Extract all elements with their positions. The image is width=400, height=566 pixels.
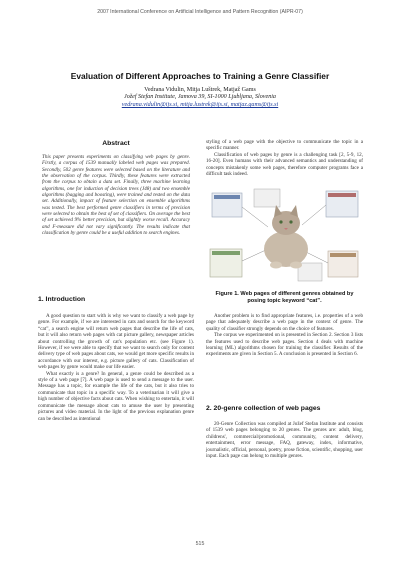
paragraph: 20-Genre Collection was compiled at Jožef Stefan Institute and consists of 1539 web pages belonging to 20 genres. The genres are: adult, blog, childrens', commercial/promotional, community, content delivery, entertainment, error message, FAQ, gateway, index, informative, journalistic, official, personal, poetry, prose fiction, scientific, shopping, user input. Each page can belong to multiple genres. (206, 421, 363, 460)
abstract-heading: Abstract (102, 140, 130, 147)
abstract-section (38, 140, 194, 236)
paragraph: The corpus we experimented on is presented in Section 2. Section 3 lists the features used to describe web pages. Section 4 deals with machine learning (ML) algorithms chosen for training the classifier. Results of the experiments are given in Section 5. A conclusion is presented in Section 6. (206, 332, 363, 358)
conference-header: 2007 International Conference on Artificial Intelligence and Pattern Recognition (AIPR-07) (97, 9, 303, 15)
paragraph: Another problem is to find appropriate features, i.e. properties of a web page that adequately describe a web page in the context of genre. The quality of classifier strongly depends on the choice of features. (206, 313, 363, 332)
affiliation: Jožef Stefan Institute, Jamova 39, SI-1000 Ljubljana, Slovenia (124, 94, 276, 101)
page-number: 515 (195, 541, 205, 547)
author-block (20, 87, 380, 109)
author-emails[interactable]: vedrana.vidulin@ijs.si, mitja.lustrek@ijs.si, matjaz.gams@ijs.si (121, 101, 279, 108)
section-heading-genre-collection: 2. 20-genre collection of web pages (206, 405, 321, 412)
paragraph: A good question to start with is why we want to classify a web page by genre. For example, if we are interested in cats and search for the keyword “cat”, a search engine will return web pages that describe the life of cats, but it will also return web pages with cat picture gallery, newspaper articles about controlling the growth of cat's population etc. (see Figure 1). However, if we were able to specify that we want to search only for content delivery type of web pages about cats, we would get more specific results in accordance with our interest, e.g. picture gallery of cats. Classification of web pages by genre would make our life easier. (38, 313, 194, 371)
paragraph: styling of a web page with the objective to communicate the topic in a specific manner. (206, 139, 363, 152)
figure-caption: Figure 1. Web pages of different genres obtained by posing topic keyword “cat”. (215, 291, 354, 304)
author-names: Vedrana Vidulin, Mitja Luštrek, Matjaž Gams (144, 87, 256, 93)
right-column-middle (206, 313, 363, 358)
paragraph: Classification of web pages by genre is a challenging task [2, 5-9, 12, 16-20]. Even humans with their advanced semantics and understanding of concepts mistakenly some web pages, therefore computer programs face a difficult task indeed. (206, 151, 363, 178)
cat-icon (264, 205, 308, 269)
section-2-body (206, 421, 363, 459)
paragraph: What exactly is a genre? In general, a genre could be described as a style of a web page [7]. A web page is used to send a message to the user. Message has a topic, for example the life of the cats, but it also tries to communicate that topic in a specific way. To a veterinarian it will give a high number of objective facts about cats. When wishing to entertain, it will communicate the message about cats to amuse the user by presenting pictures and video material. In the light of the previous explanation genre can be described as intentional (38, 370, 194, 422)
right-column-top (206, 139, 363, 177)
section-heading-introduction: 1. Introduction (38, 296, 86, 303)
figure-1-image (206, 187, 363, 284)
introduction-body (38, 313, 194, 422)
paper-title: Evaluation of Different Approaches to Training a Genre Classifier (70, 71, 330, 81)
abstract-text: This paper presents experiments on classifying web pages by genre. Firstly, a corpus of 1539 manually labeled web pages was prepared. Secondly, 502 genre features were selected based on the literature and the observation of the corpus. Thirdly, these features were extracted from the corpus to obtain a data set. Finally, three machine learning algorithms, one for induction of decision trees (J48) and two ensemble algorithms (bagging and boosting), were trained and tested on the data set. Additionally, impact of feature selection on ensemble algorithms was tested. The best performed genre classifiers in terms of precision were selected to obtain the best of set of classifiers. On average the best of set achieved 9% better precision, but slightly worse recall. Accuracy and F-measure did not vary significantly. The results indicate that classification by genre could be a useful addition to search engines. (42, 154, 190, 237)
